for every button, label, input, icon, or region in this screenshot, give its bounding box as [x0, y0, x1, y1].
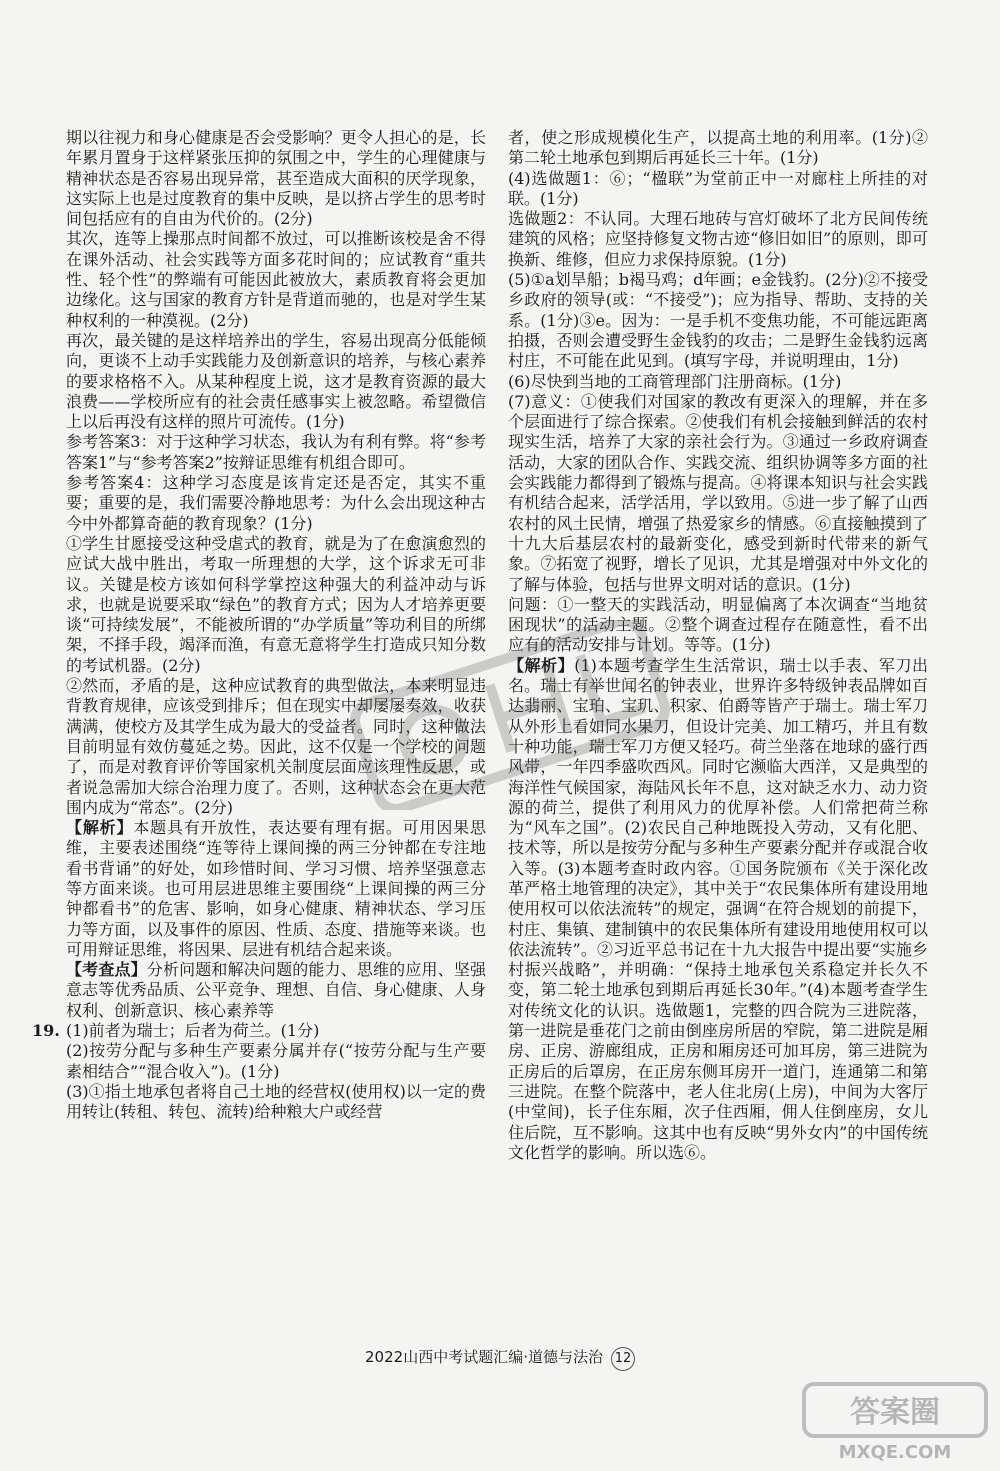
answer-line: (3)①指土地承包者将自己土地的经营权(使用权)以一定的费用转让(转租、转包、流转)给种粮大户或经营 [66, 1081, 486, 1122]
page-footer [0, 1346, 1000, 1371]
paragraph: 再次，最关键的是这样培养出的学生，容易出现高分低能倾向，更谈不上动手实践能力及创新意识的培养，与核心素养的要求格格不入。从某种程度上说，这才是教育资源的最大浪费——学校所应有的社会责任感事实上被忽略。希望微信上以后再没有这样的照片可流传。(1分) [66, 330, 486, 432]
left-column [32, 128, 486, 1123]
question-number: 19. [32, 1021, 60, 1041]
analysis-text: (1)本题考查学生生活常识，瑞士以手表、军刀出名。瑞士有举世闻名的钟表业，世界许多特级钟表品牌如百达翡丽、宝珀、宝玑、积家、伯爵等皆产于瑞士。瑞士军刀从外形上看如同水果刀，但设计完美、加工精巧，并且有数十种功能，瑞士军刀方便又轻巧。荷兰坐落在地球的盛行西风带，一年四季盛吹西风。同时它濒临大西洋，又是典型的海洋性气候国家，海陆风长年不息，这对缺乏水力、动力资源的荷兰，提供了利用风力的优厚补偿。人们常把荷兰称为“风车之国”。(2)农民自己种地既投入劳动，又有化肥、技术等，所以是按劳分配与多种生产要素分配并存或混合收入等。(3)本题考查时政内容。①国务院颁布《关于深化改革严格土地管理的决定》，其中关于“农民集体所有建设用地使用权可以依法流转”的规定，强调“在符合规划的前提下，村庄、集镇、建制镇中的农民集体所有建设用地使用权可以依法流转”。②习近平总书记在十九大报告中提出要“实施乡村振兴战略”，并明确：“保持土地承包关系稳定并长久不变，第二轮土地承包到期后再延长30年。”(4)本题考查学生对传统文化的认识。选做题1，完整的四合院为三进院落，第一进院是垂花门之前由倒座房所居的窄院，第二进院是厢房、正房、游廊组成，正房和厢房还可加耳房，第三进院为正房后的后罩房，在正房东侧耳房开一道门，连通第二和第三进院。在整个院落中，老人住北房(上房)，中间为大客厅(中堂间)，长子住东厢，次子住西厢，佣人住倒座房，女儿住后院，互不影响。这其中也有反映“男外女内”的中国传统文化哲学的影响。所以选⑥。 [508, 655, 928, 1162]
footer-title: 2022山西中考试题汇编·道德与法治 [365, 1348, 603, 1366]
paragraph: 其次，连等上操那点时间都不放过，可以推断该校是舍不得在课外活动、社会实践等方面多花时间的；应试教育“重共性、轻个性”的弊端有可能因此被放大，素质教育将会更加边缘化。这与国家的教育方针是背道而驰的，也是对学生某种权利的一种漠视。(2分) [66, 229, 486, 330]
analysis-paragraph [66, 818, 486, 960]
question-19 [32, 1021, 486, 1122]
analysis-tag: 【解析】 [66, 818, 134, 838]
paragraph: (5)①a划旱船；b褐马鸡；d年画；e金钱豹。(2分)②不接受乡政府的领导(或：“不接受”)；应为指导、帮助、支持的关系。(1分)③e。因为：一是手机不变焦功能，不可能远距离拍摄，否则会遭受野生金钱豹的攻击；二是野生金钱豹远离村庄，不可能在此见到。(填写字母，并说明理由，1分) [508, 270, 928, 371]
right-column [508, 128, 928, 1163]
logo-url: MXQE.COM [838, 1442, 952, 1463]
paragraph: ②然而，矛盾的是，这种应试教育的典型做法，本来明显违背教育规律，应该受到排斥；但在现实中却屡屡奏效，收获满满，使校方及其学生成为最大的受益者。同时，这种做法目前明显有效仿蔓延之势。因此，这不仅是一个学校的问题了，而是对教育评价等国家机关制度层面应该理性反思，或者说急需加大综合治理力度了。否则，这种状态会在更大范围内成为“常态”。(2分) [66, 676, 486, 817]
paragraph: 者，使之形成规模化生产，以提高土地的利用率。(1分)②第二轮土地承包到期后再延长三十年。(1分) [508, 128, 928, 168]
paragraph: 问题：①一整天的实践活动，明显偏离了本次调查“当地贫困现状”的活动主题。②整个调查过程存在随意性，看不出应有的活动安排与计划。等等。(1分) [508, 594, 928, 655]
paragraph: ①学生甘愿接受这种受虐式的教育，就是为了在愈演愈烈的应试大战中胜出，考取一所理想的大学，这个诉求无可非议。关键是校方该如何科学掌控这种强大的利益冲动与诉求，也就是说要采取“绿色”的教育方式；因为人才培养更要谈“可持续发展”，不能被所谓的“办学质量”等功利目的所绑架，不择手段，竭泽而渔，有意无意将学生打造成只知分数的考试机器。(2分) [66, 533, 486, 675]
mxqe-logo [800, 1380, 990, 1465]
kaodian-tag: 【考查点】 [66, 960, 147, 980]
paragraph: (4)选做题1：⑥；“楹联”为堂前正中一对廊柱上所挂的对联。(1分) [508, 168, 928, 208]
answer-line: (1)前者为瑞士；后者为荷兰。(1分) [66, 1021, 320, 1041]
paragraph: (7)意义：①使我们对国家的教改有更深入的理解，并在多个层面进行了综合探索。②使我们有机会接触到鲜活的农村现实生活，培养了大家的亲社会行为。③通过一乡政府调查活动，大家的团队合作、实践交流、组织协调等多方面的社会实践能力都得到了锻炼与提高。④将课本知识与社会实践有机结合起来，活学活用，学以致用。⑤进一步了解了山西农村的风土民情，增强了热爱家乡的情感。⑥直接触摸到了十九大后基层农村的最新变化，感受到新时代带来的新气象。⑦拓宽了视野，增长了见识，尤其是增强对中外文化的了解与体验，包括与世界文明对话的意识。(1分) [508, 391, 928, 594]
paragraph: (6)尽快到当地的工商管理部门注册商标。(1分) [508, 371, 842, 391]
kaodian-paragraph [66, 960, 486, 1021]
analysis-tag: 【解析】 [508, 655, 575, 675]
analysis-text: 本题具有开放性，表达要有理有据。可用因果思维，主要表述围绕“连等待上课间操的两三分钟都在专注地看书背诵”的好处，如珍惜时间、学习习惯、培养坚强意志等方面来谈。也可用层进思维主要围绕“上课间操的两三分钟都看书”的危害、影响，如身心健康、精神状态、学习压力等方面，以及事件的原因、性质、态度、措施等来谈。也可用辩证思维，将因果、层进有机结合起来谈。 [66, 818, 486, 959]
logo-text: 答案圈 [850, 1395, 940, 1430]
paragraph: 选做题2：不认同。大理石地砖与宫灯破坏了北方民间传统建筑的风格；应坚持修复文物古迹“修旧如旧”的原则，即可换新、维修，但应力求保持原貌。(1分) [508, 209, 928, 269]
kaodian-text: 分析问题和解决问题的能力、思维的应用、坚强意志等优秀品质、公平竞争、理想、自信、身心健康、人身权利、创新意识、核心素养等 [66, 960, 486, 1020]
answer-line: (2)按劳分配与多种生产要素分属并存(“按劳分配与生产要素相结合”“混合收入”)。(1分) [66, 1041, 486, 1081]
analysis-paragraph [508, 656, 928, 1163]
paragraph: 参考答案3：对于这种学习状态，我认为有利有弊。将“参考答案1”与“参考答案2”按辩证思维有机组合即可。 [66, 432, 486, 472]
paragraph: 参考答案4：这种学习态度是该肯定还是否定，其实不重要；重要的是，我们需要冷静地思考：为什么会出现这种古今中外都算奇葩的教育现象？(1分) [66, 473, 486, 533]
page-number: 12 [611, 1347, 635, 1371]
paragraph: 期以往视力和身心健康是否会受影响？更令人担心的是，长年累月置身于这样紧张压抑的氛围之中，学生的心理健康与精神状态是否容易出现异常，甚至造成大面积的厌学现象，这实际上也是过度教育的集中反映，是以挤占学生的思考时间包括应有的自由为代价的。(2分) [66, 128, 486, 229]
